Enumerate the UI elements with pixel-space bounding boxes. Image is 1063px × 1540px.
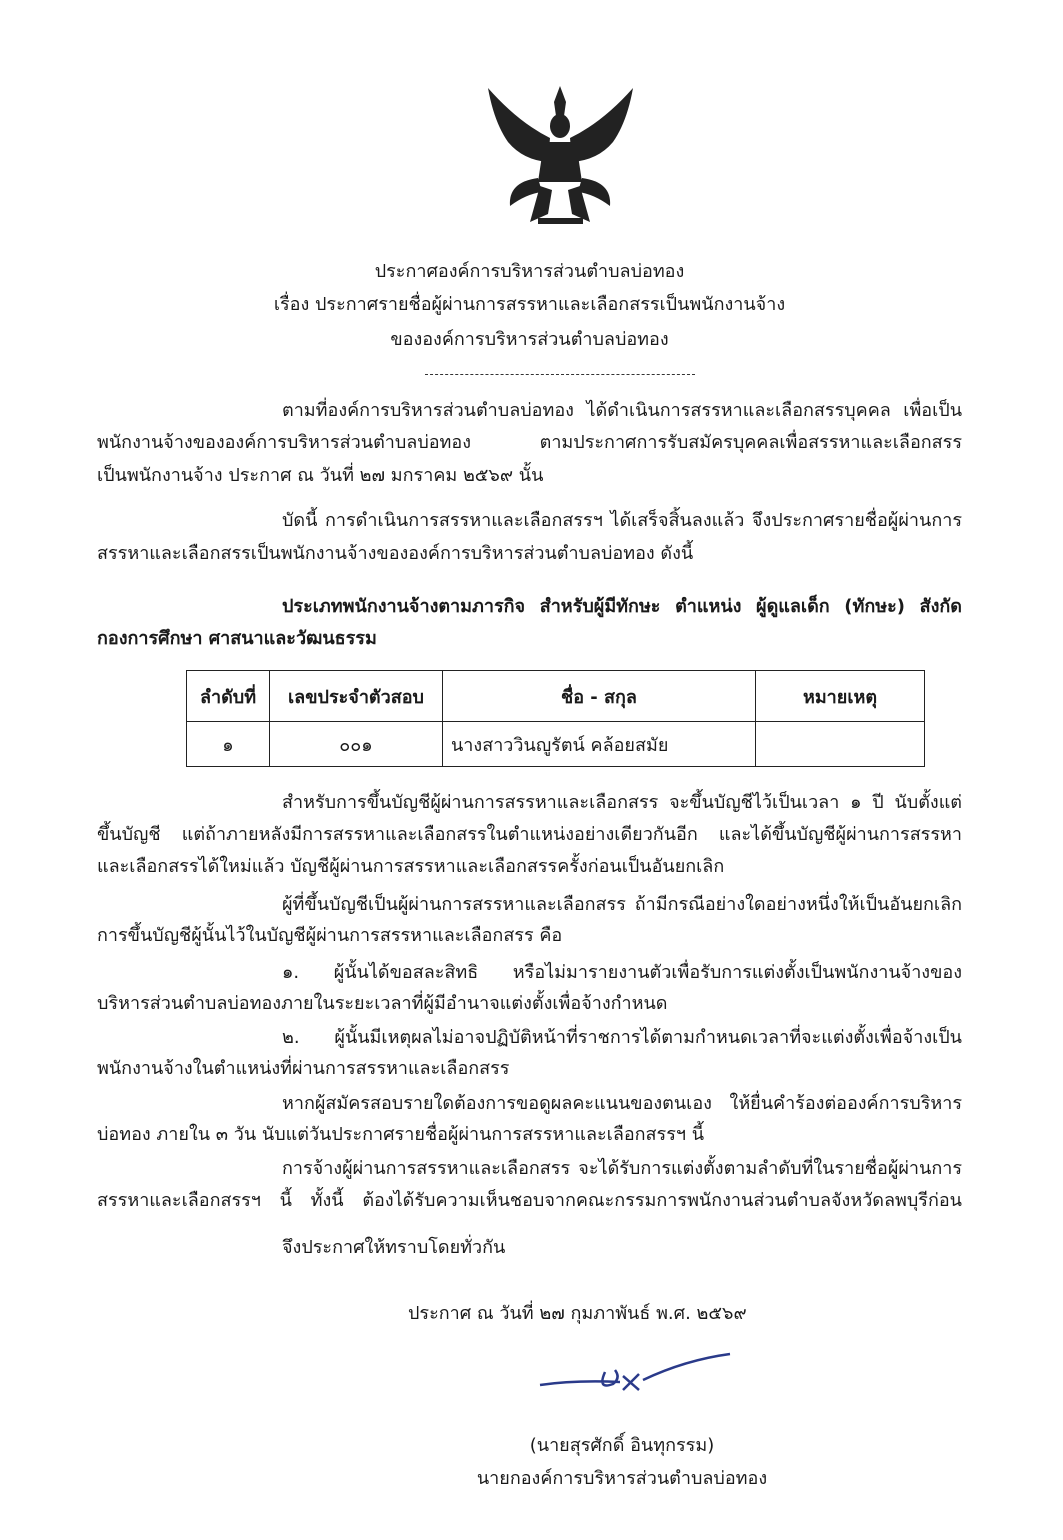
col-remark: หมายเหตุ: [756, 671, 925, 722]
body-line: ผู้ที่ขึ้นบัญชีเป็นผู้ผ่านการสรรหาและเลือกสรร ถ้ามีกรณีอย่างใดอย่างหนึ่งให้เป็นอันยกเลิก: [282, 894, 962, 915]
col-order: ลำดับที่: [187, 671, 270, 722]
para2-line: สรรหาและเลือกสรรเป็นพนักงานจ้างขององค์การบริหารส่วนตำบลบ่อทอง ดังนี้: [97, 543, 694, 564]
body-line: สรรหาและเลือกสรรฯ นี้ ทั้งนี้ ต้องได้รับความเห็นชอบจากคณะกรรมการพนักงานส่วนตำบลจังหวัดลพบุรีก่อน: [97, 1190, 962, 1211]
table-row: [187, 722, 925, 767]
closing-text: จึงประกาศให้ทราบโดยทั่วกัน: [282, 1237, 506, 1258]
body-line: บริหารส่วนตำบลบ่อทองภายในระยะเวลาที่ผู้มีอำนาจแต่งตั้งเพื่อจ้างกำหนด: [97, 993, 668, 1014]
body-line: การจ้างผู้ผ่านการสรรหาและเลือกสรร จะได้รับการแต่งตั้งตามลำดับที่ในรายชื่อผู้ผ่านการ: [282, 1158, 962, 1179]
col-name: ชื่อ - สกุล: [443, 671, 756, 722]
para1-line: ตามที่องค์การบริหารส่วนตำบลบ่อทอง ได้ดำเนินการสรรหาและเลือกสรรบุคคล เพื่อเป็น: [282, 400, 962, 421]
cell-remark: [756, 722, 925, 767]
signer-name: (นายสุรศักดิ์ อินทุกรรม): [529, 1435, 715, 1456]
divider: [425, 374, 695, 375]
body-line: ขึ้นบัญชี แต่ถ้าภายหลังมีการสรรหาและเลือกสรรในตำแหน่งอย่างเดียวกันอีก และได้ขึ้นบัญชีผู้ผ่านการสรรหา: [97, 824, 962, 845]
results-table: [186, 670, 925, 767]
col-exam-id: เลขประจำตัวสอบ: [270, 671, 443, 722]
body-line: การขึ้นบัญชีผู้นั้นไว้ในบัญชีผู้ผ่านการสรรหาและเลือกสรร คือ: [97, 925, 563, 946]
cell-exam-id: ๐๐๑: [270, 722, 443, 767]
body-line: สำหรับการขึ้นบัญชีผู้ผ่านการสรรหาและเลือกสรร จะขึ้นบัญชีไว้เป็นเวลา ๑ ปี นับตั้งแต่: [282, 792, 962, 813]
position-line: ประเภทพนักงานจ้างตามภารกิจ สำหรับผู้มีทักษะ ตำแหน่ง ผู้ดูแลเด็ก (ทักษะ) สังกัด: [282, 596, 962, 617]
body-line: พนักงานจ้างในตำแหน่งที่ผ่านการสรรหาและเลือกสรร: [97, 1058, 510, 1079]
body-line: ๑. ผู้นั้นได้ขอสละสิทธิ หรือไม่มารายงานตัวเพื่อรับการแต่งตั้งเป็นพนักงานจ้างของ: [282, 962, 962, 983]
header-line-1: ประกาศองค์การบริหารส่วนตำบลบ่อทอง: [374, 261, 685, 282]
cell-name: นางสาววินญูรัตน์ คล้อยสมัย: [443, 722, 756, 767]
announcement-date: ประกาศ ณ วันที่ ๒๗ กุมภาพันธ์ พ.ศ. ๒๕๖๙: [408, 1303, 747, 1324]
body-line: หากผู้สมัครสอบรายใดต้องการขอดูผลคะแนนของตนเอง ให้ยื่นคำร้องต่อองค์การบริหาร: [282, 1093, 962, 1114]
para2-line: บัดนี้ การดำเนินการสรรหาและเลือกสรรฯ ได้เสร็จสิ้นลงแล้ว จึงประกาศรายชื่อผู้ผ่านการ: [282, 510, 962, 531]
para1-line: เป็นพนักงานจ้าง ประกาศ ณ วันที่ ๒๗ มกราคม ๒๕๖๙ นั้น: [97, 465, 544, 486]
body-line: ๒. ผู้นั้นมีเหตุผลไม่อาจปฏิบัติหน้าที่ราชการได้ตามกำหนดเวลาที่จะแต่งตั้งเพื่อจ้างเป็น: [282, 1027, 962, 1048]
body-line: บ่อทอง ภายใน ๓ วัน นับแต่วันประกาศรายชื่อผู้ผ่านการสรรหาและเลือกสรรฯ นี้: [97, 1124, 705, 1145]
signer-title: นายกองค์การบริหารส่วนตำบลบ่อทอง: [476, 1468, 768, 1489]
header-line-3: ขององค์การบริหารส่วนตำบลบ่อทอง: [390, 329, 669, 350]
cell-order: ๑: [187, 722, 270, 767]
table-header-row: [187, 671, 925, 722]
body-line: และเลือกสรรได้ใหม่แล้ว บัญชีผู้ผ่านการสรรหาและเลือกสรรครั้งก่อนเป็นอันยกเลิก: [97, 856, 725, 877]
position-line: กองการศึกษา ศาสนาและวัฒนธรรม: [97, 628, 377, 649]
signature: [535, 1350, 735, 1400]
para1-line: พนักงานจ้างขององค์การบริหารส่วนตำบลบ่อทอง ตามประกาศการรับสมัครบุคคลเพื่อสรรหาและเลือกสรร: [97, 432, 962, 453]
garuda-emblem-icon: [478, 82, 643, 230]
header-subject: เรื่อง ประกาศรายชื่อผู้ผ่านการสรรหาและเลือกสรรเป็นพนักงานจ้าง: [273, 294, 786, 315]
